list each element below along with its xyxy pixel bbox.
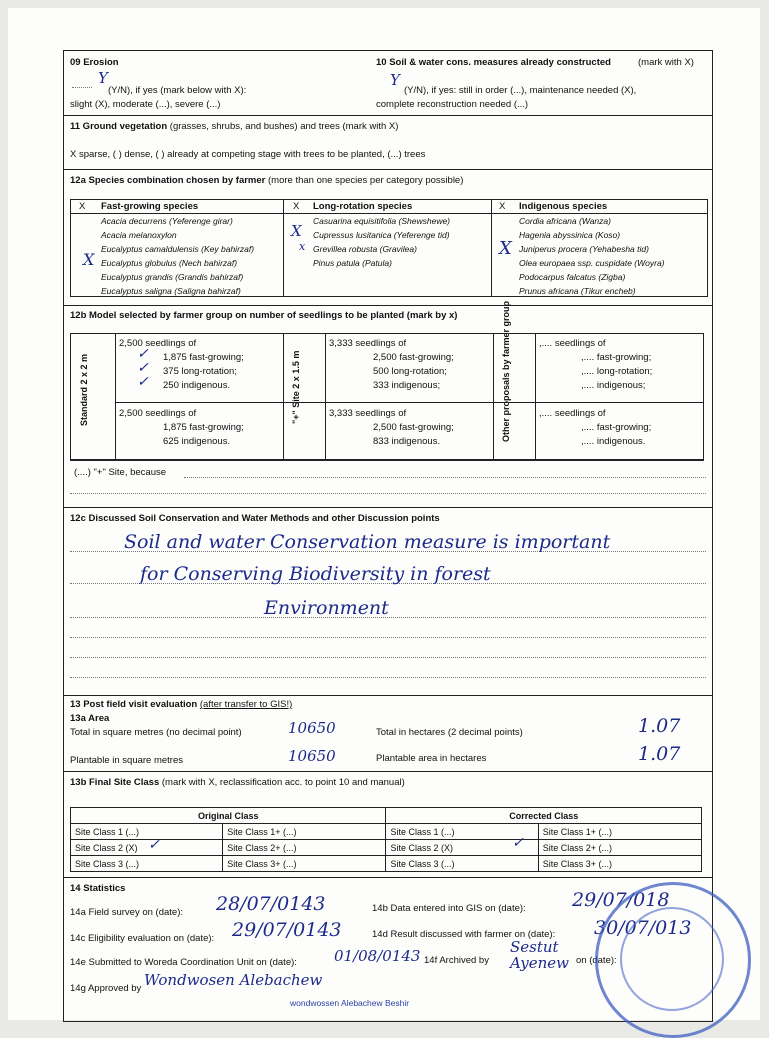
plus-option-a-line: 500 long-rotation; (373, 366, 447, 377)
discussion-handwriting-line: Soil and water Conservation measure is important (124, 531, 611, 553)
section-11-title: 11 Ground vegetation (70, 121, 168, 132)
archived-by-label: 14f Archived by (424, 955, 489, 966)
approved-by-label: 14g Approved by (70, 983, 142, 994)
vegetation-options: X sparse, ( ) dense, ( ) already at competing stage with trees to be planted, (...) trees (70, 149, 426, 160)
swc-line1: (Y/N), if yes: still in order (...), maintenance needed (X), (404, 85, 637, 96)
indigenous-header: Indigenous species (519, 201, 608, 212)
std-option-a-line: 375 long-rotation; (163, 366, 237, 377)
fast-species-item: Acacia melanoxylon (101, 230, 177, 240)
checkmark: ✓ (512, 835, 524, 851)
fast-species-item: Eucalyptus saligna (Saligna bahirzaf) (101, 286, 241, 296)
swc-yn-handwriting: Y (390, 71, 400, 89)
other-option-a-line: ,.... indigenous; (581, 380, 646, 391)
indig-species-item: Podocarpus falcatus (Zigba) (519, 272, 626, 282)
corr-class-cell: Site Class 2 (X) (386, 840, 538, 856)
site-class-title-rest: (mark with X, reclassification acc. to point 10 and manual) (161, 777, 405, 788)
field-survey-date: 28/07/0143 (216, 893, 326, 915)
other-proposals-label: Other proposals by farmer group (501, 300, 511, 442)
archived-by-handwriting: Sestut Ayenew (510, 938, 569, 972)
long-species-item: Grevillea robusta (Gravilea) (313, 244, 417, 254)
corr-class-cell: Site Class 3 (...) (386, 856, 538, 872)
form-frame (63, 50, 713, 1022)
site-class-title: 13b Final Site Class (70, 777, 160, 788)
section-13-title: 13 Post field visit evaluation (70, 699, 198, 710)
other-option-a-line: ,.... seedlings of (539, 338, 606, 349)
long-species-item: Cupressus lusitanica (Yeferenge tid) (313, 230, 450, 240)
original-class-header: Original Class (71, 808, 386, 824)
erosion-yn-line (72, 87, 92, 88)
section-14-title: 14 Statistics (70, 883, 126, 894)
section-09-title: 09 Erosion (70, 57, 119, 68)
fast-x-mark: X (83, 250, 95, 269)
gis-entry-date: 29/07/018 (572, 889, 670, 911)
std-option-b-line: 625 indigenous. (163, 436, 231, 447)
checkmark: ✓ (137, 374, 149, 390)
gis-entry-label: 14b Data entered into GIS on (date): (372, 903, 526, 914)
indig-species-item: Olea europaea ssp. cuspidate (Woyra) (519, 258, 665, 268)
swc-line2: complete reconstruction needed (...) (376, 99, 529, 110)
std-option-b-line: 2,500 seedlings of (119, 408, 197, 419)
std-option-b-line: 1,875 fast-growing; (163, 422, 244, 433)
plus-option-a-line: 2,500 fast-growing; (373, 352, 454, 363)
fast-species-item: Eucalyptus camaldulensis (Key bahirzaf) (101, 244, 255, 254)
discussion-handwriting-line: for Conserving Biodiversity in forest (140, 563, 491, 585)
section-12a-title: 12a Species combination chosen by farmer (70, 175, 266, 186)
erosion-levels: slight (X), moderate (...), severe (...) (70, 99, 221, 110)
corr-class-cell: Site Class 2+ (...) (538, 840, 701, 856)
section-10-note: (mark with X) (638, 57, 694, 68)
eligibility-label: 14c Eligibility evaluation on (date): (70, 933, 215, 944)
total-sqm-handwriting: 10650 (288, 719, 336, 737)
form-sheet (8, 8, 760, 1020)
checkmark: ✓ (148, 837, 160, 853)
other-option-a-line: ,.... fast-growing; (581, 352, 652, 363)
erosion-yn-text: (Y/N), if yes (mark below with X): (108, 85, 247, 96)
plantable-ha-handwriting: 1.07 (638, 743, 681, 765)
eligibility-date: 29/07/0143 (232, 919, 342, 941)
checkmark: ✓ (137, 360, 149, 376)
corr-class-cell: Site Class 3+ (...) (538, 856, 701, 872)
fast-growing-header: Fast-growing species (101, 201, 199, 212)
total-ha-handwriting: 1.07 (638, 715, 681, 737)
total-ha-label: Total in hectares (2 decimal points) (376, 727, 523, 738)
section-12c-title: 12c Discussed Soil Conservation and Water Methods and other Discussion points (70, 513, 440, 524)
farmer-discussion-date: 30/07/013 (594, 917, 692, 939)
std-option-a-line: 250 indigenous. (163, 380, 231, 391)
indig-x-mark: X (499, 238, 512, 259)
site-class-table (70, 807, 702, 872)
fast-species-item: Eucalyptus globulus (Nech bahirzaf) (101, 258, 238, 268)
orig-class-cell: Site Class 3+ (...) (223, 856, 386, 872)
total-sqm-label: Total in square metres (no decimal point) (70, 727, 242, 738)
plus-site-label: "+" Site 2 x 1.5 m (291, 350, 301, 424)
approved-by-handwriting: Wondwosen Alebachew (144, 971, 323, 989)
plus-site-because: (....) "+" Site, because (74, 467, 167, 478)
plus-option-b-line: 2,500 fast-growing; (373, 422, 454, 433)
woreda-submission-label: 14e Submitted to Woreda Coordination Unit on (date): (70, 957, 297, 968)
species-table: X Fast-growing species X Long-rotation species X Indigenous species Acacia decurrens (Yeferenge girar) Acacia melanoxylon Eucalyptus camaldulensis (Key bahirzaf) Eucalyptus globulus (Nech bahirzaf) Eucalyptus grandis (Grandis bahirzaf) Eucalyptus saligna (Saligna bahirzaf) X Casuarina equisitifolia (Shewshewe) Cupressus lusitanica (Yeferenge tid) Grevillea robusta (Gravilea) Pinus patula (Patula) X x Cordia africana (Wanza) Hagenia abyssinica (Koso) Juniperus procera (Yehabesha tid) Olea europaea ssp. cuspidate (Woyra) Podocarpus falcatus (Zigba) Prunus africana (Tikur encheb) X (70, 199, 708, 297)
standard-label: Standard 2 x 2 m (79, 353, 89, 426)
plus-option-b-line: 833 indigenous. (373, 436, 441, 447)
section-12b-title: 12b Model selected by farmer group on number of seedlings to be planted (mark by x) (70, 310, 458, 321)
discussion-handwriting-line: Environment (264, 597, 389, 619)
section-11-title-rest: (grasses, shrubs, and bushes) and trees (mark with X) (169, 121, 399, 132)
plus-option-a-line: 3,333 seedlings of (329, 338, 407, 349)
indig-species-item: Hagenia abyssinica (Koso) (519, 230, 621, 240)
section-13-title-rest: (after transfer to GIS!) (199, 699, 293, 710)
orig-class-cell: Site Class 2+ (...) (223, 840, 386, 856)
field-survey-label: 14a Field survey on (date): (70, 907, 184, 918)
indig-species-item: Prunus africana (Tikur encheb) (519, 286, 636, 296)
fast-species-item: Eucalyptus grandis (Grandis bahirzaf) (101, 272, 244, 282)
long-x-mark: x (299, 240, 306, 253)
long-x-mark: X (291, 222, 302, 240)
orig-class-cell: Site Class 3 (...) (71, 856, 223, 872)
plantable-sqm-label: Plantable in square metres (70, 755, 184, 766)
orig-class-cell: Site Class 1 (...) (71, 824, 223, 840)
fast-species-item: Acacia decurrens (Yeferenge girar) (101, 216, 233, 226)
section-12a-title-rest: (more than one species per category possible) (268, 175, 464, 186)
plantable-ha-label: Plantable area in hectares (376, 753, 487, 764)
approver-printed-stamp: wondwossen Alebachew Beshir (290, 998, 410, 1008)
corr-class-cell: Site Class 1+ (...) (538, 824, 701, 840)
erosion-yn-handwriting: Y (98, 69, 108, 87)
other-option-b-line: ,.... seedlings of (539, 408, 606, 419)
section-10-title: 10 Soil & water cons. measures already constructed (376, 57, 611, 68)
archived-date-label: on (date): (576, 955, 617, 966)
indig-species-item: Cordia africana (Wanza) (519, 216, 611, 226)
plus-option-a-line: 333 indigenous; (373, 380, 441, 391)
other-option-b-line: ,.... indigenous. (581, 436, 646, 447)
area-subtitle: 13a Area (70, 713, 110, 724)
long-rotation-header: Long-rotation species (313, 201, 413, 212)
farmer-discussion-label: 14d Result discussed with farmer on (date): (372, 929, 556, 940)
plantable-sqm-handwriting: 10650 (288, 747, 336, 765)
checkmark: ✓ (137, 346, 149, 362)
std-option-a-line: 2,500 seedlings of (119, 338, 197, 349)
official-round-stamp (595, 882, 751, 1038)
orig-class-cell: Site Class 1+ (...) (223, 824, 386, 840)
long-species-item: Pinus patula (Patula) (313, 258, 392, 268)
std-option-a-line: 1,875 fast-growing; (163, 352, 244, 363)
long-species-item: Casuarina equisitifolia (Shewshewe) (313, 216, 451, 226)
indig-species-item: Juniperus procera (Yehabesha tid) (519, 244, 649, 254)
other-option-b-line: ,.... fast-growing; (581, 422, 652, 433)
woreda-submission-date: 01/08/0143 (334, 947, 421, 965)
corrected-class-header: Corrected Class (386, 808, 702, 824)
other-option-a-line: ,.... long-rotation; (581, 366, 653, 377)
corr-class-cell: Site Class 1 (...) (386, 824, 538, 840)
plus-option-b-line: 3,333 seedlings of (329, 408, 407, 419)
orig-class-cell: Site Class 2 (X) (71, 840, 223, 856)
